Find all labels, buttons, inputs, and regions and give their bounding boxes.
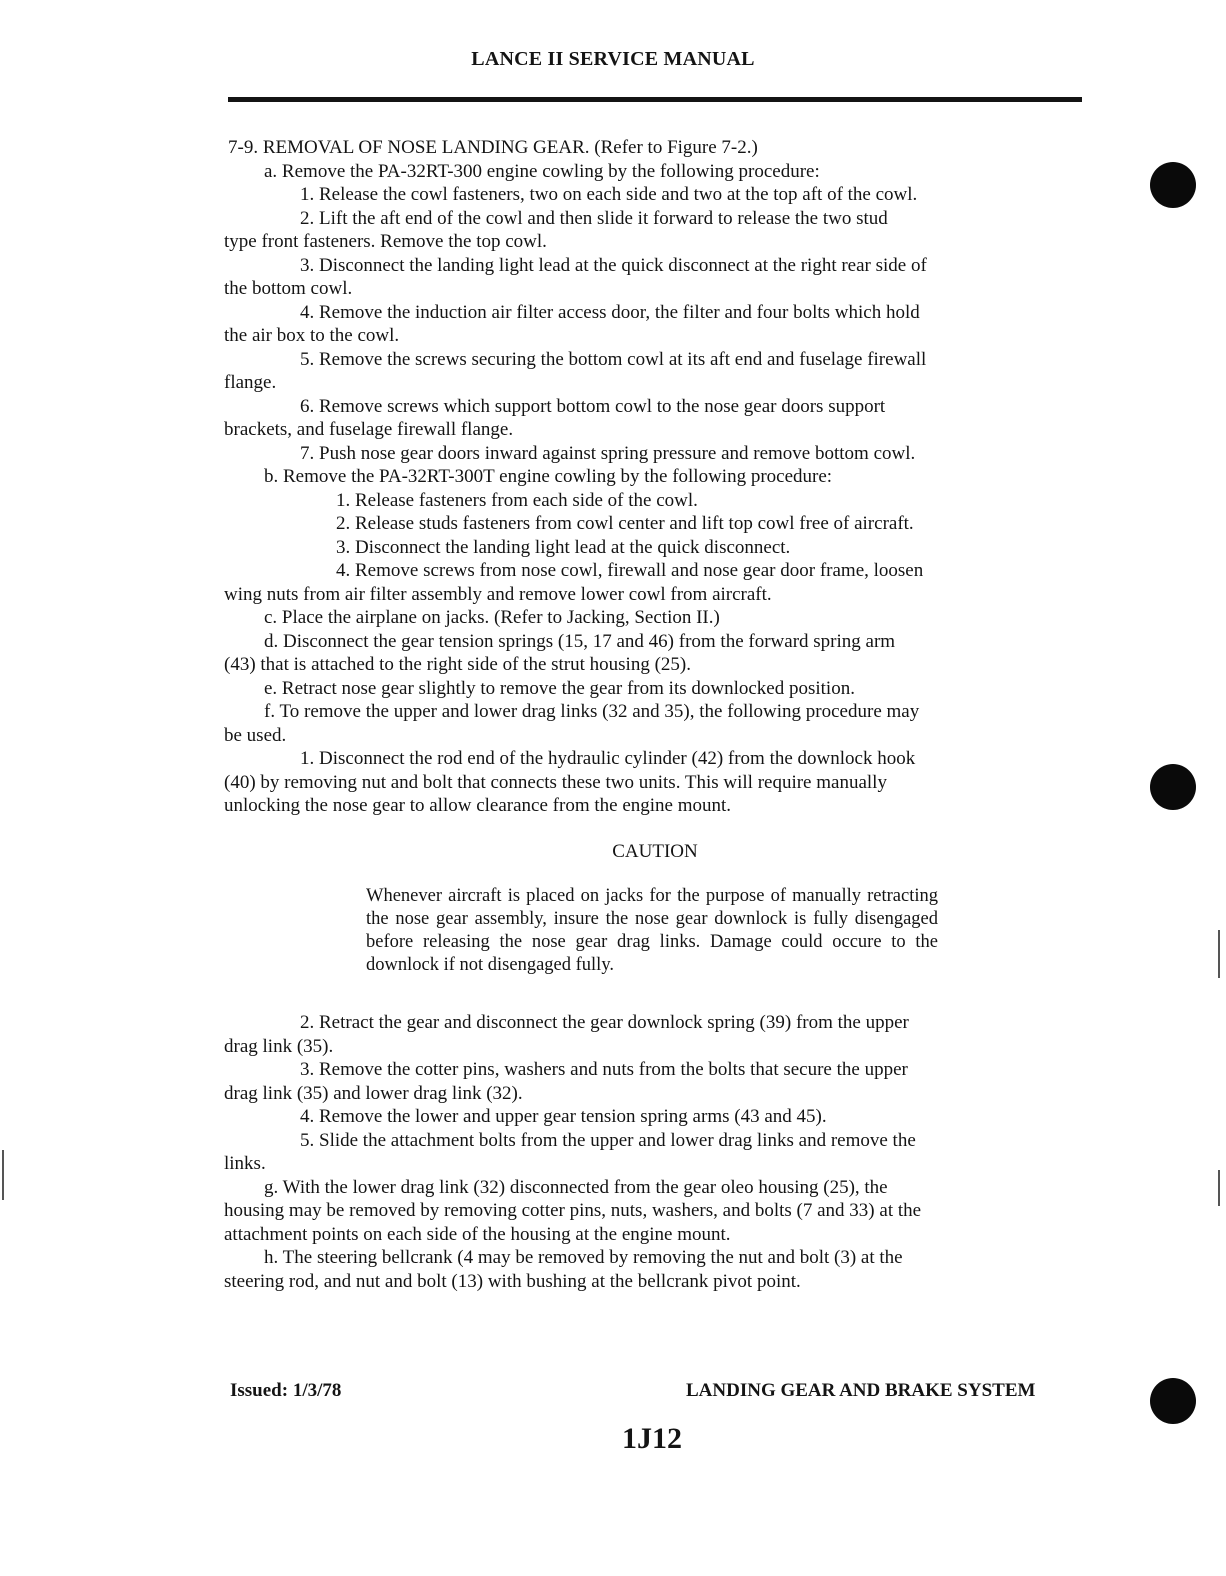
step-d: d. Disconnect the gear tension springs (15, 17 and 46) from the forward spring arm xyxy=(264,630,896,652)
step-d-cont: (43) that is attached to the right side of the strut housing (25). xyxy=(224,654,691,675)
page-body xyxy=(224,136,1086,1293)
step-a: a. Remove the PA-32RT-300 engine cowling by the following procedure: xyxy=(264,160,820,182)
scan-edge-mark xyxy=(2,1150,4,1200)
step-b-item-2: 2. Release studs fasteners from cowl center and lift top cowl free of aircraft. xyxy=(336,513,914,534)
step-b-item-1: 1. Release fasteners from each side of the cowl. xyxy=(336,489,698,511)
punch-hole-top xyxy=(1150,162,1196,208)
step-a-item-2: 2. Lift the aft end of the cowl and then slide it forward to release the two stud xyxy=(300,207,888,229)
scan-edge-mark xyxy=(1218,930,1220,978)
step-g-cont-2: attachment points on each side of the housing at the engine mount. xyxy=(224,1223,731,1245)
issued-date: Issued: 1/3/78 xyxy=(230,1380,342,1401)
step-a-item-2-cont: type front fasteners. Remove the top cowl. xyxy=(224,231,547,252)
scan-edge-mark xyxy=(1218,1170,1220,1206)
step-a-item-5-cont: flange. xyxy=(224,372,277,393)
step-a-item-3: 3. Disconnect the landing light lead at the quick disconnect at the right rear side of xyxy=(300,254,927,276)
step-e: e. Retract nose gear slightly to remove the gear from its downlocked position. xyxy=(264,677,855,699)
step-f-item-1: 1. Disconnect the rod end of the hydraulic cylinder (42) from the downlock hook xyxy=(300,748,916,769)
step-a-item-5: 5. Remove the screws securing the bottom cowl at its aft end and fuselage firewall xyxy=(300,348,927,370)
punch-hole-bottom xyxy=(1150,1378,1196,1424)
header-rule xyxy=(228,97,1082,102)
step-g: g. With the lower drag link (32) disconnected from the gear oleo housing (25), the xyxy=(264,1176,888,1198)
punch-hole-middle xyxy=(1150,764,1196,810)
step-a-item-7: 7. Push nose gear doors inward against spring pressure and remove bottom cowl. xyxy=(300,442,916,464)
step-f-item-5: 5. Slide the attachment bolts from the upper and lower drag links and remove the xyxy=(300,1129,916,1151)
footer-section-title: LANDING GEAR AND BRAKE SYSTEM xyxy=(686,1380,1036,1401)
step-a-item-4: 4. Remove the induction air filter access door, the filter and four bolts which hold xyxy=(300,301,920,323)
page-code: 1J12 xyxy=(622,1422,682,1455)
step-a-item-6-cont: brackets, and fuselage firewall flange. xyxy=(224,419,514,440)
step-b-item-3: 3. Disconnect the landing light lead at the quick disconnect. xyxy=(336,536,791,558)
step-h-cont: steering rod, and nut and bolt (13) with bushing at the bellcrank pivot point. xyxy=(224,1270,801,1292)
step-f-item-1-cont-1: (40) by removing nut and bolt that connects these two units. This will require manually xyxy=(224,771,887,793)
step-f-item-1-cont-2: unlocking the nose gear to allow clearance from the engine mount. xyxy=(224,795,732,816)
step-f-item-2-cont: drag link (35). xyxy=(224,1035,334,1057)
step-g-cont-1: housing may be removed by removing cotter pins, nuts, washers, and bolts (7 and 33) at the xyxy=(224,1200,922,1221)
step-f: f. To remove the upper and lower drag links (32 and 35), the following procedure may xyxy=(264,701,920,722)
step-f-item-4: 4. Remove the lower and upper gear tension spring arms (43 and 45). xyxy=(300,1106,827,1127)
step-a-item-1: 1. Release the cowl fasteners, two on each side and two at the top aft of the cowl. xyxy=(300,184,918,205)
manual-title: LANCE II SERVICE MANUAL xyxy=(471,48,755,70)
step-a-item-3-cont: the bottom cowl. xyxy=(224,278,353,299)
step-b: b. Remove the PA-32RT-300T engine cowling by the following procedure: xyxy=(264,466,833,487)
step-c: c. Place the airplane on jacks. (Refer to Jacking, Section II.) xyxy=(264,607,720,628)
step-f-cont: be used. xyxy=(224,724,287,746)
caution-title: CAUTION xyxy=(612,840,698,862)
section-heading: 7-9. REMOVAL OF NOSE LANDING GEAR. (Refer to Figure 7-2.) xyxy=(228,137,758,158)
step-a-item-4-cont: the air box to the cowl. xyxy=(224,325,400,346)
step-f-item-3: 3. Remove the cotter pins, washers and nuts from the bolts that secure the upper xyxy=(300,1059,908,1080)
caution-text: Whenever aircraft is placed on jacks for the purpose of manually retracting the nose gear assembly, insure the nose gear downlock is fully disengaged before releasing the nose gear drag links. Damage could occure to the downlock if not disengaged fully. xyxy=(366,886,938,975)
step-f-item-3-cont: drag link (35) and lower drag link (32). xyxy=(224,1082,523,1104)
step-f-item-5-cont: links. xyxy=(224,1153,266,1174)
step-f-item-2: 2. Retract the gear and disconnect the gear downlock spring (39) from the upper xyxy=(300,1012,909,1033)
step-b-item-4-cont: wing nuts from air filter assembly and remove lower cowl from aircraft. xyxy=(224,583,772,605)
step-h: h. The steering bellcrank (4 may be removed by removing the nut and bolt (3) at the xyxy=(264,1247,903,1268)
step-a-item-6: 6. Remove screws which support bottom cowl to the nose gear doors support xyxy=(300,395,886,417)
step-b-item-4: 4. Remove screws from nose cowl, firewall and nose gear door frame, loosen xyxy=(336,560,924,581)
